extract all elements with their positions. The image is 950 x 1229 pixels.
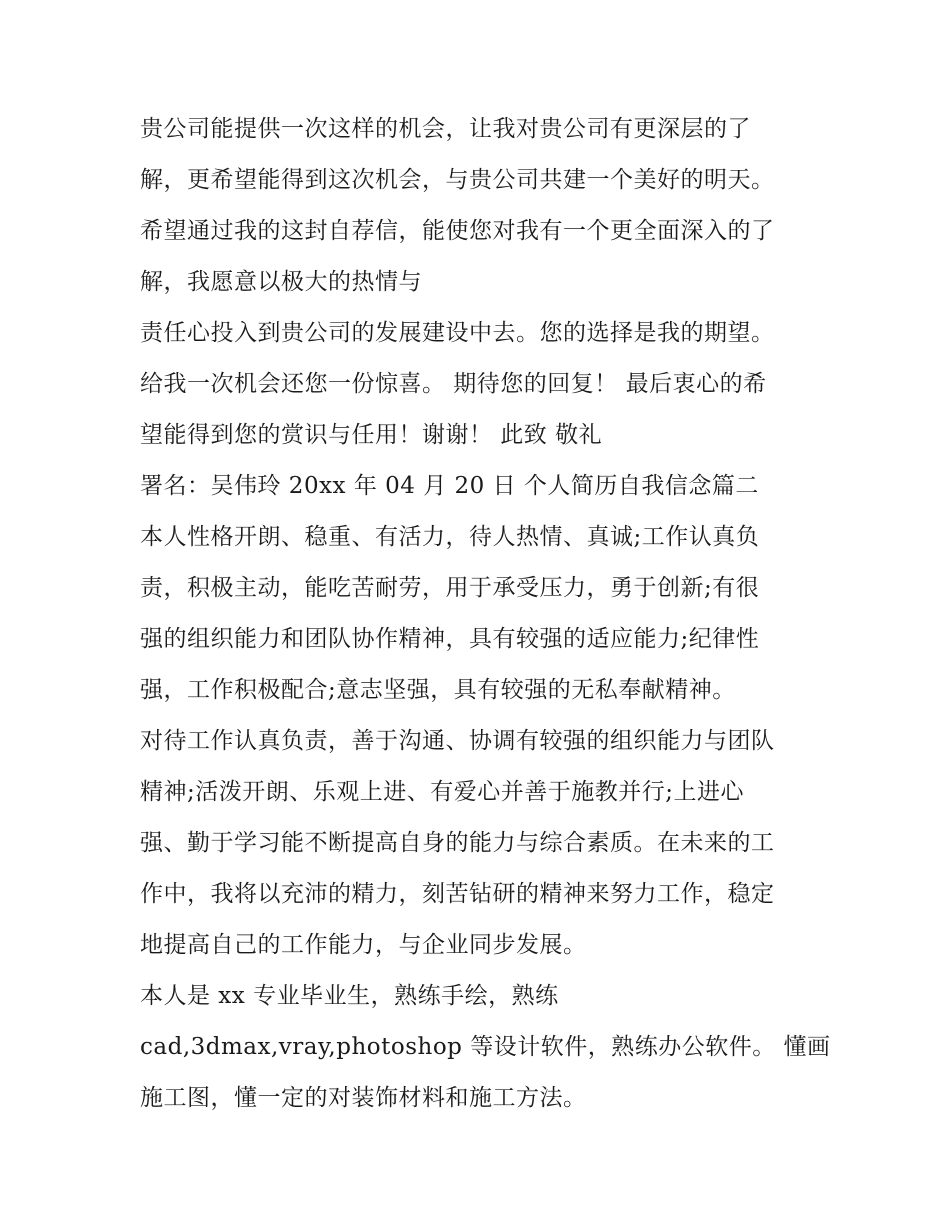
text-line: 责任心投入到贵公司的发展建设中去。您的选择是我的期望。 bbox=[140, 320, 775, 346]
document-body bbox=[140, 104, 830, 1124]
text-line: 强、勤于学习能不断提高自身的能力与综合素质。在未来的工 bbox=[140, 830, 775, 856]
text-line: 本人是 xx 专业毕业生，熟练手绘，熟练 bbox=[140, 983, 559, 1009]
text-line: 强，工作积极配合;意志坚强，具有较强的无私奉献精神。 bbox=[140, 677, 736, 703]
text-line: 希望通过我的这封自荐信，能使您对我有一个更全面深入的了 bbox=[140, 218, 775, 244]
text-line: 作中，我将以充沛的精力，刻苦钻研的精神来努力工作，稳定 bbox=[140, 881, 775, 907]
text-line: 解，我愿意以极大的热情与 bbox=[140, 269, 422, 295]
signature-line: 署名：吴伟玲 20xx 年 04 月 20 日 个人简历自我信念篇二 bbox=[140, 473, 759, 499]
text-line: 本人性格开朗、稳重、有活力，待人热情、真诚;工作认真负 bbox=[140, 524, 760, 550]
text-line: 对待工作认真负责，善于沟通、协调有较强的组织能力与团队 bbox=[140, 728, 775, 754]
text-line: 望能得到您的赏识与任用！谢谢！ 此致 敬礼 bbox=[140, 422, 603, 448]
text-line: 贵公司能提供一次这样的机会，让我对贵公司有更深层的了 bbox=[140, 116, 751, 142]
text-line: 施工图，懂一定的对装饰材料和施工方法。 bbox=[140, 1085, 587, 1111]
text-line: cad,3dmax,vray,photoshop 等设计软件，熟练办公软件。 懂画 bbox=[140, 1034, 831, 1060]
text-line: 给我一次机会还您一份惊喜。 期待您的回复！ 最后衷心的希 bbox=[140, 371, 767, 397]
text-line: 地提高自己的工作能力，与企业同步发展。 bbox=[140, 932, 587, 958]
text-line: 强的组织能力和团队协作精神，具有较强的适应能力;纪律性 bbox=[140, 626, 760, 652]
text-line: 精神;活泼开朗、乐观上进、有爱心并善于施教并行;上进心 bbox=[140, 779, 744, 805]
text-line: 责，积极主动，能吃苦耐劳，用于承受压力，勇于创新;有很 bbox=[140, 575, 760, 601]
text-line: 解，更希望能得到这次机会，与贵公司共建一个美好的明天。 bbox=[140, 167, 775, 193]
